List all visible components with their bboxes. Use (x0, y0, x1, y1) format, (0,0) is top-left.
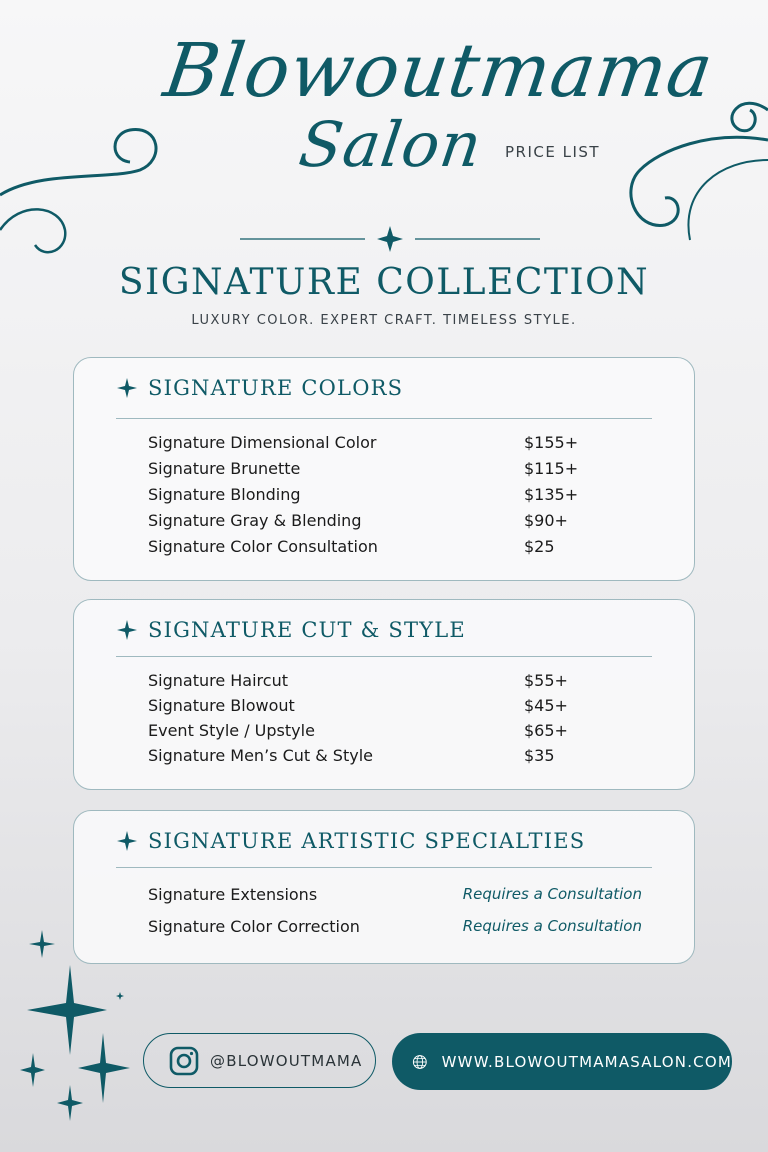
service-price: $55+ (524, 671, 568, 690)
section-divider (116, 418, 652, 419)
service-note: Requires a Consultation (462, 885, 642, 903)
service-price: $90+ (524, 511, 568, 530)
service-name: Signature Extensions (148, 885, 318, 904)
service-name: Signature Blonding (148, 485, 301, 504)
list-item (148, 746, 642, 771)
section-divider (116, 867, 652, 868)
list-item (148, 671, 642, 696)
price-list-label: PRICE LIST (505, 143, 601, 161)
brand-name-line1: Blowoutmama (158, 28, 719, 114)
list-item (148, 885, 642, 917)
sparkle-divider (240, 226, 540, 252)
section-title: SIGNATURE COLORS (148, 376, 404, 400)
service-price: $45+ (524, 696, 568, 715)
instagram-icon (168, 1045, 200, 1077)
list-item (148, 485, 642, 511)
service-note: Requires a Consultation (462, 917, 642, 935)
collection-subtitle: LUXURY COLOR. EXPERT CRAFT. TIMELESS STYLE. (191, 313, 577, 328)
brand-name-line2: Salon (294, 108, 487, 181)
website-url: WWW.BLOWOUTMAMASALON.COM (441, 1052, 732, 1071)
service-name: Signature Gray & Blending (148, 511, 362, 530)
list-item (148, 459, 642, 485)
right-flourish-decoration (620, 90, 768, 270)
service-name: Signature Dimensional Color (148, 433, 377, 452)
section-divider (116, 656, 652, 657)
service-name: Signature Color Correction (148, 917, 360, 936)
list-item (148, 537, 642, 563)
service-price: $65+ (524, 721, 568, 740)
service-name: Event Style / Upstyle (148, 721, 315, 740)
sparkles-decoration (15, 925, 140, 1125)
list-item (148, 721, 642, 746)
service-price: $25 (524, 537, 555, 556)
service-name: Signature Brunette (148, 459, 301, 478)
left-flourish-decoration (0, 120, 170, 270)
service-name: Signature Haircut (148, 671, 288, 690)
sparkle-icon (116, 377, 138, 399)
collection-title: SIGNATURE COLLECTION (118, 262, 650, 303)
service-price: $35 (524, 746, 555, 765)
sparkle-icon (116, 619, 138, 641)
list-item (148, 511, 642, 537)
website-link-button[interactable] (392, 1033, 732, 1090)
list-item (148, 433, 642, 459)
list-item (148, 917, 642, 949)
signature-artistic-specialties-card (73, 810, 695, 964)
sparkle-icon (116, 830, 138, 852)
signature-colors-card (73, 357, 695, 581)
signature-cut-style-card (73, 599, 695, 790)
section-title: SIGNATURE CUT & STYLE (148, 618, 466, 642)
service-price: $115+ (524, 459, 579, 478)
service-name: Signature Blowout (148, 696, 295, 715)
list-item (148, 696, 642, 721)
service-name: Signature Men’s Cut & Style (148, 746, 373, 765)
service-price: $155+ (524, 433, 579, 452)
globe-icon (412, 1048, 428, 1076)
service-name: Signature Color Consultation (148, 537, 378, 556)
instagram-handle: @BLOWOUTMAMA (210, 1051, 363, 1070)
service-price: $135+ (524, 485, 579, 504)
section-title: SIGNATURE ARTISTIC SPECIALTIES (148, 829, 586, 853)
instagram-handle-button[interactable] (143, 1033, 376, 1088)
